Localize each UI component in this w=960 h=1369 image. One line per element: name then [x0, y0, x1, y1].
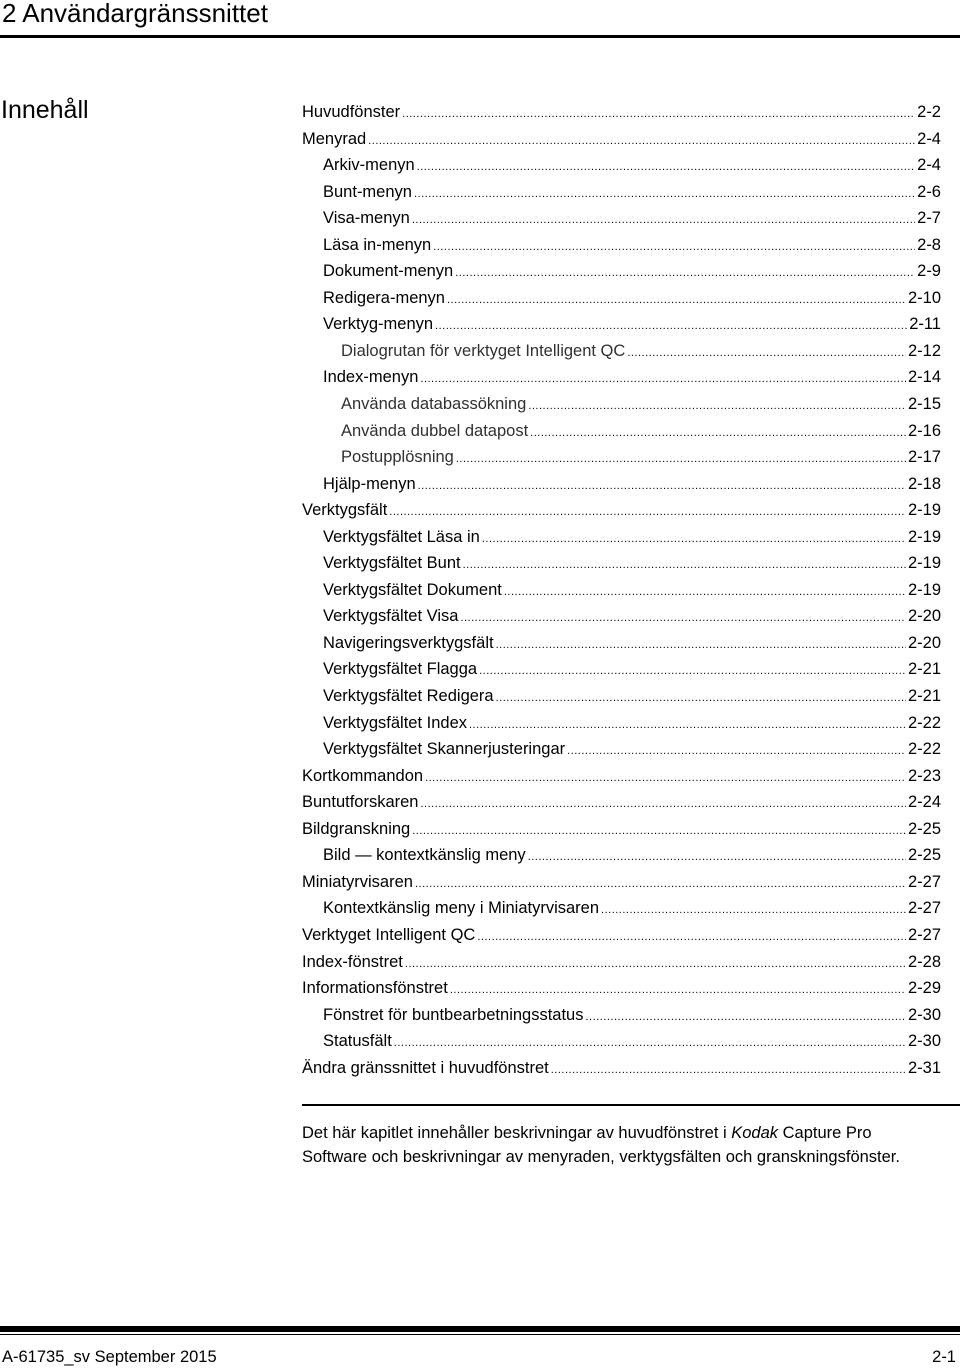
- toc-entry-title: Huvudfönster: [302, 103, 401, 121]
- toc-entry[interactable]: [302, 816, 941, 843]
- intro-line-2: Software och beskrivningar av menyraden, verktygsfälten och granskningsfönster.: [302, 1148, 900, 1166]
- toc-entry[interactable]: [302, 311, 941, 338]
- intro-text: Det här kapitlet innehåller beskrivningar av huvudfönstret i: [302, 1124, 732, 1142]
- toc-entry[interactable]: [302, 1002, 941, 1029]
- toc-entry-title: Miniatyrvisaren: [302, 872, 413, 891]
- toc-entry[interactable]: [302, 179, 941, 206]
- toc-dot-leader: [394, 1030, 906, 1055]
- toc-entry[interactable]: [302, 126, 941, 153]
- toc-entry-page: 2-18: [907, 474, 941, 493]
- toc-entry-page: 2-24: [907, 793, 941, 812]
- toc-dot-leader: [414, 181, 915, 206]
- toc-entry[interactable]: [302, 152, 941, 179]
- footer-divider: [0, 1326, 960, 1332]
- toc-entry-title: Ändra gränssnittet i huvudfönstret: [302, 1058, 549, 1077]
- footer-divider-thin: [0, 1334, 960, 1335]
- toc-dot-leader: [627, 340, 906, 365]
- toc-dot-leader: [504, 579, 906, 604]
- toc-dot-leader: [463, 552, 906, 577]
- toc-dot-leader: [368, 128, 915, 153]
- toc-dot-leader: [405, 951, 906, 976]
- toc-entry-page: 2-31: [907, 1058, 941, 1077]
- toc-entry[interactable]: [302, 656, 941, 683]
- toc-entry[interactable]: [302, 497, 941, 524]
- toc-entry-title: Verktygsfältet Index: [323, 713, 467, 732]
- toc-entry-title: Informationsfönstret: [302, 979, 448, 998]
- toc-dot-leader: [469, 712, 906, 737]
- toc-entry-title: Använda databassökning: [341, 395, 527, 414]
- toc-entry[interactable]: [302, 736, 941, 763]
- toc-dot-leader: [477, 924, 906, 949]
- toc-dot-leader: [389, 499, 906, 524]
- toc-entry-title: Hjälp-menyn: [323, 474, 416, 493]
- toc-dot-leader: [586, 1004, 906, 1029]
- toc-entry[interactable]: [302, 232, 941, 259]
- intro-text: Capture Pro: [778, 1124, 872, 1142]
- toc-entry-page: 2-27: [907, 872, 941, 891]
- footer-doc-id: A-61735_sv September 2015: [2, 1348, 217, 1366]
- toc-dot-leader: [455, 260, 915, 285]
- toc-entry[interactable]: [302, 922, 941, 949]
- toc-entry-title: Kontextkänslig meny i Miniatyrvisaren: [323, 899, 600, 918]
- toc-entry-title: Statusfält: [323, 1032, 392, 1051]
- toc-entry[interactable]: [302, 683, 941, 710]
- toc-entry-title: Index-fönstret: [302, 952, 403, 971]
- brand-name: Kodak: [731, 1124, 779, 1142]
- toc-dot-leader: [420, 791, 905, 816]
- toc-entry[interactable]: [302, 630, 941, 657]
- toc-entry-title: Bildgranskning: [302, 819, 411, 838]
- toc-entry-page: 2-20: [907, 607, 941, 626]
- toc-entry[interactable]: [302, 869, 941, 896]
- toc-dot-leader: [447, 287, 906, 312]
- toc-entry-page: 2-27: [907, 925, 941, 944]
- toc-entry-title: Verktyget Intelligent QC: [302, 925, 476, 944]
- intro-divider: [302, 1104, 960, 1106]
- toc-entry-page: 2-21: [907, 660, 941, 679]
- toc-entry-title: Använda dubbel datapost: [341, 421, 529, 440]
- toc-dot-leader: [450, 977, 906, 1002]
- toc-entry-page: 2-10: [907, 288, 941, 307]
- toc-entry[interactable]: [302, 364, 941, 391]
- toc-entry-page: 2-30: [907, 1032, 941, 1051]
- toc-entry[interactable]: [302, 710, 941, 737]
- toc-entry-title: Verktygsfältet Skannerjusteringar: [323, 740, 566, 759]
- toc-entry-page: 2-23: [907, 766, 941, 785]
- toc-entry-page: 2-28: [907, 952, 941, 971]
- chapter-title: 2 Användargränssnittet: [2, 0, 268, 28]
- toc-entry-title: Verktyg-menyn: [323, 315, 434, 334]
- toc-entry-title: Verktygsfältet Visa: [323, 607, 459, 626]
- toc-entry[interactable]: [302, 550, 941, 577]
- toc-entry-title: Verktygsfältet Läsa in: [323, 527, 480, 546]
- toc-entry-page: 2-6: [917, 182, 941, 201]
- toc-heading: Innehåll: [1, 96, 89, 124]
- toc-dot-leader: [479, 658, 906, 683]
- toc-entry-page: 2-19: [907, 580, 941, 599]
- chapter-intro: [302, 1121, 960, 1169]
- toc-entry[interactable]: [302, 418, 941, 445]
- toc-entry-title: Bunt-menyn: [323, 182, 412, 201]
- toc-entry-page: 2-21: [907, 687, 941, 706]
- toc-entry-title: Läsa in-menyn: [323, 235, 432, 254]
- toc-dot-leader: [415, 871, 906, 896]
- toc-entry-page: 2-8: [917, 235, 941, 254]
- toc-dot-leader: [528, 393, 906, 418]
- toc-entry-page: 2-19: [907, 554, 941, 573]
- toc-dot-leader: [496, 685, 906, 710]
- toc-entry[interactable]: [302, 975, 941, 1002]
- toc-entry[interactable]: [302, 763, 941, 790]
- toc-dot-leader: [402, 101, 915, 126]
- toc-entry-title: Dialogrutan för verktyget Intelligent QC: [341, 341, 626, 360]
- footer-page-number: 2-1: [932, 1348, 956, 1366]
- toc-entry[interactable]: [302, 285, 941, 312]
- toc-entry-title: Dokument-menyn: [323, 262, 454, 281]
- toc-entry-page: 2-12: [907, 341, 941, 360]
- toc-dot-leader: [456, 446, 906, 471]
- toc-dot-leader: [551, 1057, 906, 1082]
- chapter-divider: [0, 35, 960, 38]
- toc-dot-leader: [567, 738, 906, 763]
- toc-dot-leader: [412, 207, 915, 232]
- toc-entry-title: Menyrad: [302, 129, 367, 148]
- toc-entry[interactable]: [302, 577, 941, 604]
- toc-entry-title: Navigeringsverktygsfält: [323, 633, 494, 652]
- toc-entry-title: Postupplösning: [341, 448, 454, 467]
- toc-dot-leader: [601, 897, 906, 922]
- toc-entry-title: Verktygsfältet Redigera: [323, 687, 494, 706]
- toc-entry-page: 2-17: [907, 448, 941, 467]
- toc-entry-title: Index-menyn: [323, 368, 419, 387]
- toc-dot-leader: [420, 366, 906, 391]
- toc-entry-page: 2-20: [907, 633, 941, 652]
- toc-dot-leader: [425, 765, 906, 790]
- toc-entry[interactable]: [302, 1055, 941, 1082]
- toc-dot-leader: [530, 420, 906, 445]
- toc-entry[interactable]: [302, 471, 941, 498]
- toc-entry[interactable]: [302, 258, 941, 285]
- toc-dot-leader: [528, 844, 906, 869]
- toc-entry-page: 2-22: [907, 713, 941, 732]
- toc-dot-leader: [460, 605, 906, 630]
- toc-dot-leader: [418, 473, 906, 498]
- intro-line-1: [302, 1121, 960, 1145]
- toc-entry-page: 2-15: [907, 395, 941, 414]
- toc-entry-page: 2-27: [907, 899, 941, 918]
- toc-entry-page: 2-14: [907, 368, 941, 387]
- toc-entry-page: 2-25: [907, 819, 941, 838]
- toc-entry-page: 2-22: [907, 740, 941, 759]
- toc-entry-title: Fönstret för buntbearbetningsstatus: [323, 1005, 584, 1024]
- toc-entry-title: Verktygsfältet Bunt: [323, 554, 461, 573]
- toc-entry[interactable]: [302, 1028, 941, 1055]
- toc-dot-leader: [412, 818, 906, 843]
- toc-dot-leader: [417, 154, 915, 179]
- toc-entry-page: 2-11: [909, 315, 941, 334]
- toc-entry-page: 2-16: [907, 421, 941, 440]
- toc-dot-leader: [433, 234, 915, 259]
- toc-entry[interactable]: [302, 603, 941, 630]
- toc-entry-title: Visa-menyn: [323, 209, 410, 228]
- toc-entry[interactable]: [302, 842, 941, 869]
- toc-entry[interactable]: [302, 391, 941, 418]
- table-of-contents: [302, 99, 941, 1081]
- toc-entry-page: 2-19: [907, 527, 941, 546]
- toc-entry-title: Kortkommandon: [302, 766, 424, 785]
- toc-entry[interactable]: [302, 789, 941, 816]
- toc-entry-page: 2-30: [907, 1005, 941, 1024]
- toc-entry-page: 2-7: [917, 209, 941, 228]
- toc-entry[interactable]: [302, 444, 941, 471]
- toc-entry[interactable]: [302, 895, 941, 922]
- toc-entry-title: Verktygsfältet Flagga: [323, 660, 478, 679]
- toc-entry-title: Bild — kontextkänslig meny: [323, 846, 526, 865]
- toc-entry[interactable]: [302, 949, 941, 976]
- toc-entry-page: 2-25: [907, 846, 941, 865]
- toc-dot-leader: [435, 313, 907, 338]
- toc-entry-title: Buntutforskaren: [302, 793, 419, 812]
- toc-entry-page: 2-4: [917, 129, 941, 148]
- toc-entry[interactable]: [302, 205, 941, 232]
- toc-entry-page: 2-2: [917, 103, 941, 121]
- toc-entry-page: 2-4: [917, 156, 941, 175]
- toc-dot-leader: [482, 526, 906, 551]
- toc-entry-title: Redigera-menyn: [323, 288, 445, 307]
- toc-entry-title: Verktygsfält: [302, 501, 388, 520]
- toc-entry[interactable]: [302, 338, 941, 365]
- toc-entry-title: Verktygsfältet Dokument: [323, 580, 502, 599]
- toc-entry-page: 2-9: [917, 262, 941, 281]
- toc-entry-title: Arkiv-menyn: [323, 156, 415, 175]
- toc-entry[interactable]: [302, 99, 941, 126]
- toc-entry[interactable]: [302, 524, 941, 551]
- toc-dot-leader: [496, 632, 906, 657]
- toc-entry-page: 2-19: [907, 501, 941, 520]
- toc-entry-page: 2-29: [907, 979, 941, 998]
